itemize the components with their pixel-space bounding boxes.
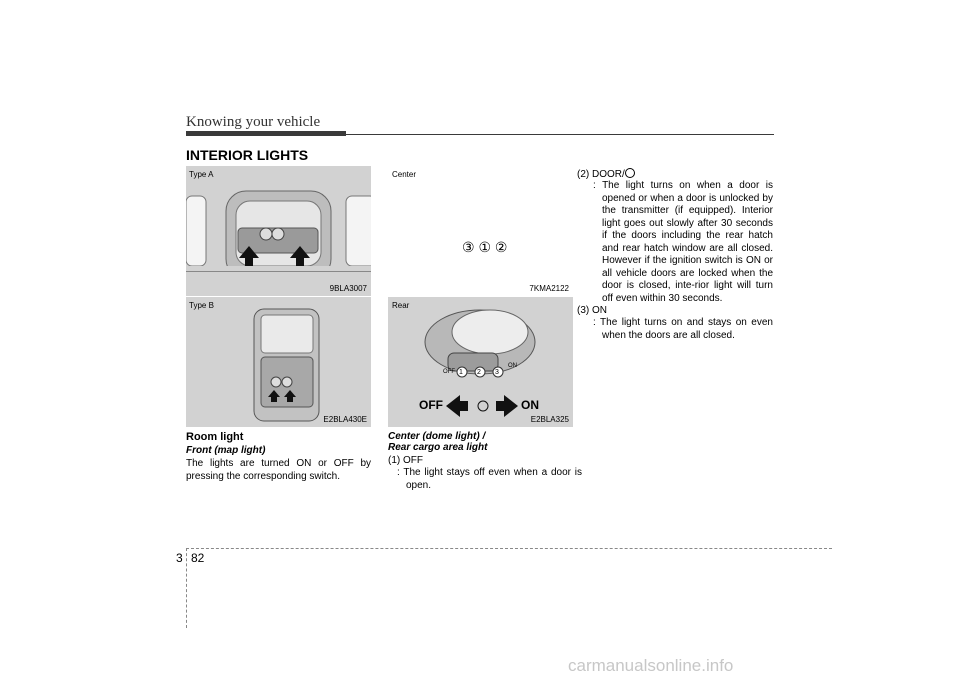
item-on: (3) ON xyxy=(577,305,607,316)
item-on-desc: : The light turns on and stays on even when the doors are all closed. xyxy=(593,317,773,341)
center-label: Center xyxy=(392,170,417,179)
circle-icon xyxy=(625,168,635,178)
item-door-label: (2) DOOR/ xyxy=(577,169,625,180)
type-a-code: 9BLA3007 xyxy=(329,284,367,293)
map-light-type-a-illustration xyxy=(186,166,371,296)
rear-label: Rear xyxy=(392,301,410,310)
room-light-subheading: Front (map light) xyxy=(186,445,266,456)
rear-num-2: 2 xyxy=(477,369,481,376)
center-code: 7KMA2122 xyxy=(529,284,569,293)
rear-small-on: ON xyxy=(508,363,517,369)
item-off-desc: : The light stays off even when a door is open. xyxy=(397,467,582,491)
page-number: 82 xyxy=(191,551,205,565)
rear-on-label: ON xyxy=(521,398,539,412)
chapter-number: 3 xyxy=(176,551,183,565)
watermark: carmanualsonline.info xyxy=(568,656,734,675)
rear-small-off: OFF xyxy=(443,369,455,375)
item-door-desc: : The light turns on when a door is opened or when a door is unlocked by the transmitter (if equipped). Interior light goes out slowly after 30 seconds if the doors including the rear hatch and rear hatch window are all closed. However if the ignition switch is ON or all vehicle doors are locked when the door is closed, inte-rior light will turn off even within 30 seconds. xyxy=(593,180,773,304)
type-a-label: Type A xyxy=(189,170,214,179)
header-bar xyxy=(186,131,346,136)
center-switch-markers: ③ ① ② xyxy=(462,239,508,255)
figure-center xyxy=(388,166,573,296)
rear-num-1: 1 xyxy=(459,369,463,376)
rear-light-illustration xyxy=(388,297,573,427)
center-light-subheading-1: Center (dome light) / xyxy=(388,431,486,442)
map-light-type-b-illustration xyxy=(186,297,371,427)
room-light-heading: Room light xyxy=(186,431,244,443)
header-title: Knowing your vehicle xyxy=(186,114,321,130)
figure-rear xyxy=(388,297,573,427)
type-b-label: Type B xyxy=(189,301,214,310)
rear-code: E2BLA325 xyxy=(530,415,569,424)
figure-type-a xyxy=(186,166,371,296)
type-b-code: E2BLA430E xyxy=(323,415,367,424)
footer-vertical-rule xyxy=(186,548,187,628)
center-light-subheading-2: Rear cargo area light xyxy=(388,442,488,453)
rear-off-label: OFF xyxy=(419,398,443,412)
footer-rule xyxy=(186,548,832,549)
room-light-text: The lights are turned ON or OFF by pressing the corresponding switch. xyxy=(186,458,371,482)
rear-num-3: 3 xyxy=(495,369,499,376)
section-title: INTERIOR LIGHTS xyxy=(186,147,309,163)
item-off: (1) OFF xyxy=(388,455,423,466)
figure-type-b xyxy=(186,297,371,427)
